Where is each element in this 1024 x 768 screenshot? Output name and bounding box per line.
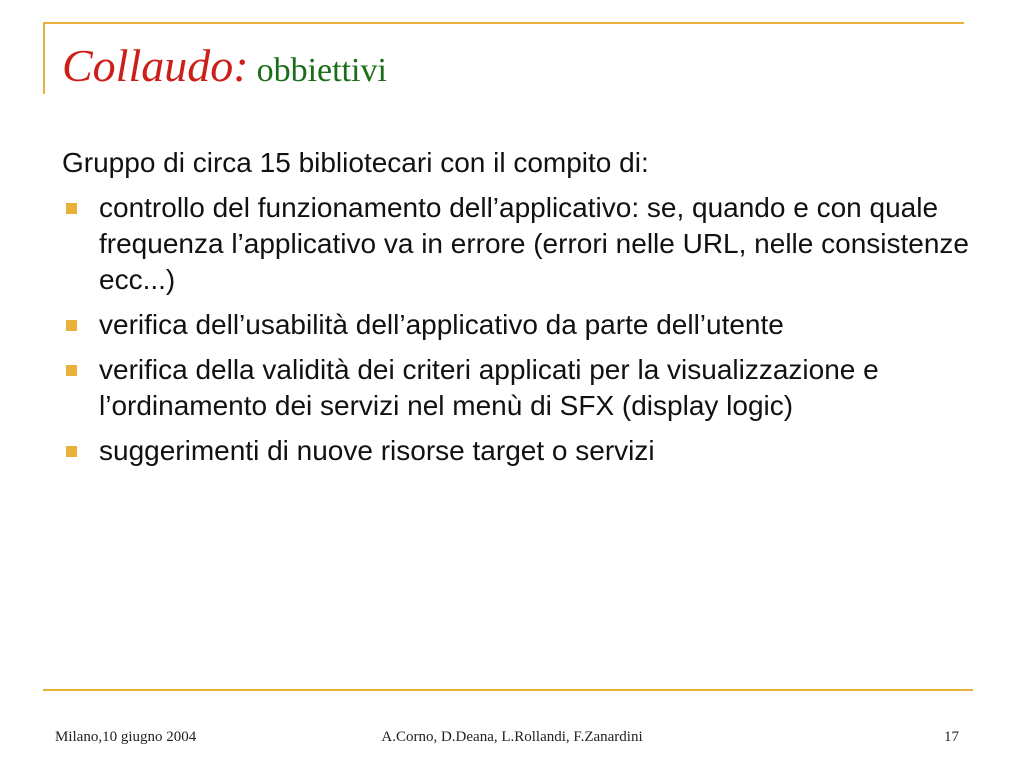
intro-text: Gruppo di circa 15 bibliotecari con il compito di: (62, 147, 649, 178)
bullet-item (62, 352, 992, 424)
bullet-item (62, 190, 992, 298)
square-bullet-icon (66, 320, 77, 331)
square-bullet-icon (66, 365, 77, 376)
bullet-item (62, 307, 992, 343)
slide-body (62, 145, 992, 478)
square-bullet-icon (66, 203, 77, 214)
square-bullet-icon (66, 446, 77, 457)
footer-date: Milano,10 giugno 2004 (55, 729, 197, 745)
bullet-list (62, 190, 992, 469)
slide-title (62, 40, 387, 91)
bullet-text: controllo del funzionamento dell’applicativo: se, quando e con quale frequenza l’applicativo va in errore (errori nelle URL, nelle consistenze ecc...) (99, 192, 969, 295)
footer-authors: A.Corno, D.Deana, L.Rollandi, F.Zanardini (381, 729, 643, 745)
bullet-text: verifica dell’usabilità dell’applicativo da parte dell’utente (99, 309, 784, 340)
title-emphasis: Collaudo: (62, 40, 249, 91)
bullet-text: suggerimenti di nuove risorse target o servizi (99, 435, 655, 466)
left-rule (43, 22, 45, 94)
page-number: 17 (944, 729, 959, 745)
title-subtitle: obbiettivi (256, 52, 387, 89)
top-rule (43, 22, 964, 24)
footer-rule (43, 689, 973, 691)
bullet-item (62, 433, 992, 469)
bullet-text: verifica della validità dei criteri applicati per la visualizzazione e l’ordinamento dei servizi nel menù di SFX (display logic) (99, 354, 879, 421)
